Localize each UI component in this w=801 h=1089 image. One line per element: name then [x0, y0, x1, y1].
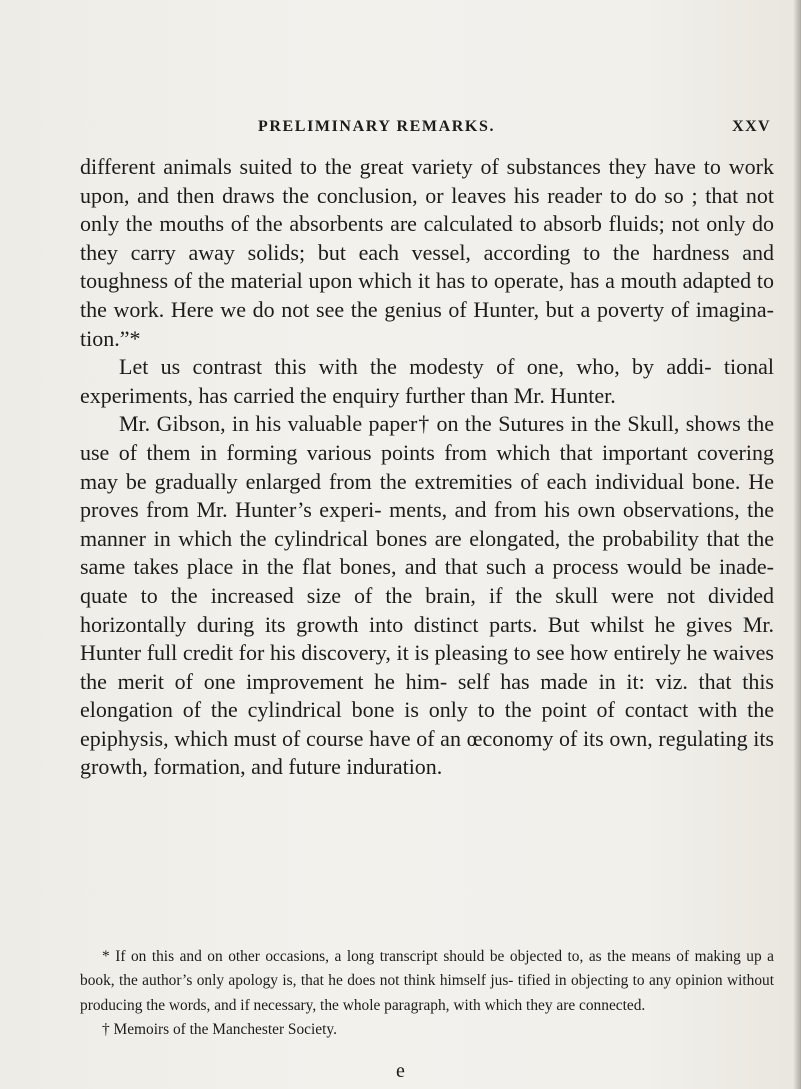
page-header — [258, 118, 771, 144]
paragraph-2: Let us contrast this with the modesty of one, who, by addi- tional experiments, has carried the enquiry further than Mr. Hunter. — [80, 354, 774, 408]
page-edge-shadow — [793, 0, 801, 1089]
footnote-2: † Memoirs of the Manchester Society. — [102, 1021, 337, 1039]
paragraph-1: different animals suited to the great variety of substances they have to work upon, and then draws the conclusion, or leaves his reader to do so ; that not only the mouths of the absorbents are calculated to absorb fluids; not only do they carry away solids; but each vessel, according to the hardness and toughness of the material upon which it has to operate, has a mouth adapted to the work. Here we do not see the genius of Hunter, but a poverty of imagina- tion.”* — [80, 154, 774, 351]
footnotes — [80, 945, 774, 1043]
body-text — [80, 153, 774, 782]
footnote-1: * If on this and on other occasions, a long transcript should be objected to, as the means of making up a book, the author’s only apology is, that he does not think himself jus- tified in objecting to any opinion without producing the words, and if necessary, the whole paragraph, with which they are connected. — [80, 948, 774, 1014]
running-title: PRELIMINARY REMARKS. — [258, 118, 496, 135]
page-number: XXV — [732, 118, 771, 135]
signature-mark: e — [396, 1060, 405, 1082]
paragraph-3: Mr. Gibson, in his valuable paper† on the Sutures in the Skull, shows the use of them in forming various points from which that important covering may be gradually enlarged from the extremities of each individual bone. He proves from Mr. Hunter’s experi- ments, and from his own observations, the manner in which the cylindrical bones are elongated, the probability that the same takes place in the flat bones, and that such a process would be inade- quate to the increased size of the brain, if the skull were not divided horizontally during its growth into distinct parts. But whilst he gives Mr. Hunter full credit for his discovery, it is pleasing to see how entirely he waives the merit of one improvement he him- self has made in it: viz. that this elongation of the cylindrical bone is only to the point of contact with the epiphysis, which must of course have of an œconomy of its own, regulating its growth, formation, and future induration. — [80, 411, 774, 780]
